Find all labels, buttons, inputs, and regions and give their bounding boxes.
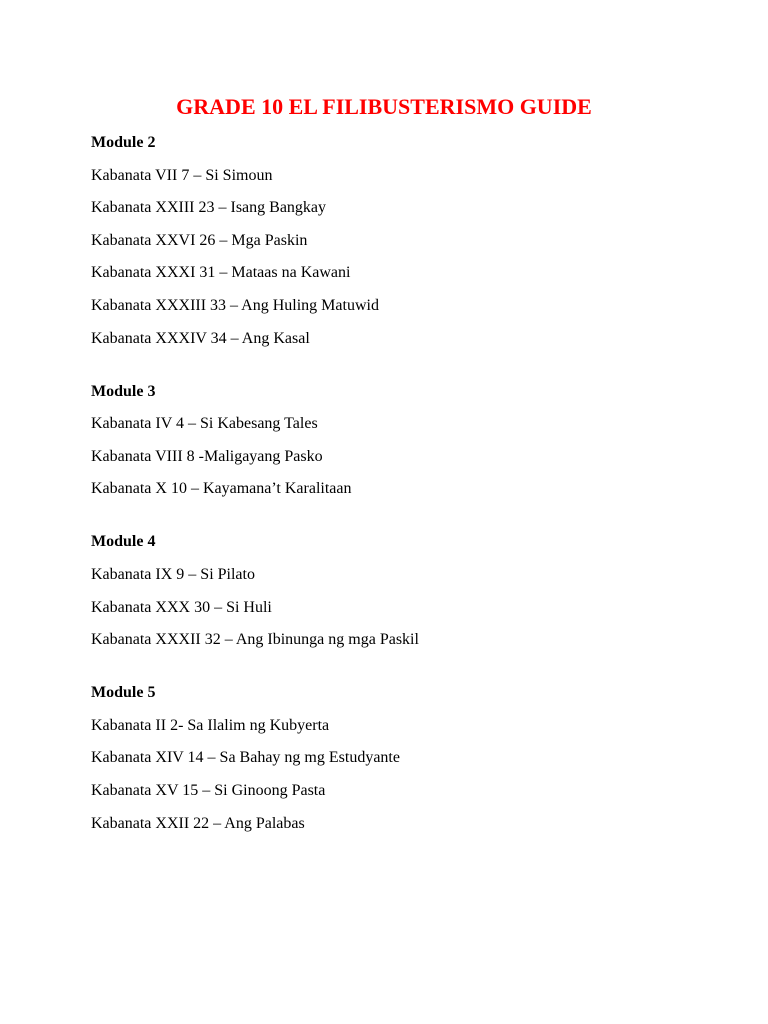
document-title: GRADE 10 EL FILIBUSTERISMO GUIDE xyxy=(176,94,592,119)
chapter-item: Kabanata XV 15 – Si Ginoong Pasta xyxy=(91,781,326,799)
chapter-item: Kabanata XXXIII 33 – Ang Huling Matuwid xyxy=(91,296,379,314)
chapter-item: Kabanata XIV 14 – Sa Bahay ng mg Estudyante xyxy=(91,749,400,767)
chapter-item: Kabanata XXXIV 34 – Ang Kasal xyxy=(91,329,310,347)
chapter-item: Kabanata II 2- Sa Ilalim ng Kubyerta xyxy=(91,716,330,734)
chapter-item: Kabanata XXVI 26 – Mga Paskin xyxy=(91,231,308,249)
chapter-item: Kabanata IX 9 – Si Pilato xyxy=(91,565,255,583)
chapter-item: Kabanata XXII 22 – Ang Palabas xyxy=(91,814,305,832)
chapter-item: Kabanata VII 7 – Si Simoun xyxy=(91,166,273,184)
module-heading: Module 3 xyxy=(91,382,156,400)
module-heading: Module 5 xyxy=(91,684,156,702)
module-heading: Module 4 xyxy=(91,533,156,551)
module-section xyxy=(91,683,731,833)
chapter-item: Kabanata XXX 30 – Si Huli xyxy=(91,598,272,616)
module-section xyxy=(91,133,731,349)
chapter-item: Kabanata XXIII 23 – Isang Bangkay xyxy=(91,199,327,217)
chapter-item: Kabanata XXXII 32 – Ang Ibinunga ng mga Paskil xyxy=(91,631,419,649)
module-section xyxy=(91,532,731,650)
module-section xyxy=(91,382,731,500)
chapter-item: Kabanata X 10 – Kayamana’t Karalitaan xyxy=(91,480,352,498)
chapter-item: Kabanata XXXI 31 – Mataas na Kawani xyxy=(91,264,351,282)
module-heading: Module 2 xyxy=(91,134,156,151)
chapter-item: Kabanata IV 4 – Si Kabesang Tales xyxy=(91,415,318,433)
module-list xyxy=(91,133,731,867)
chapter-item: Kabanata VIII 8 -Maligayang Pasko xyxy=(91,447,323,465)
